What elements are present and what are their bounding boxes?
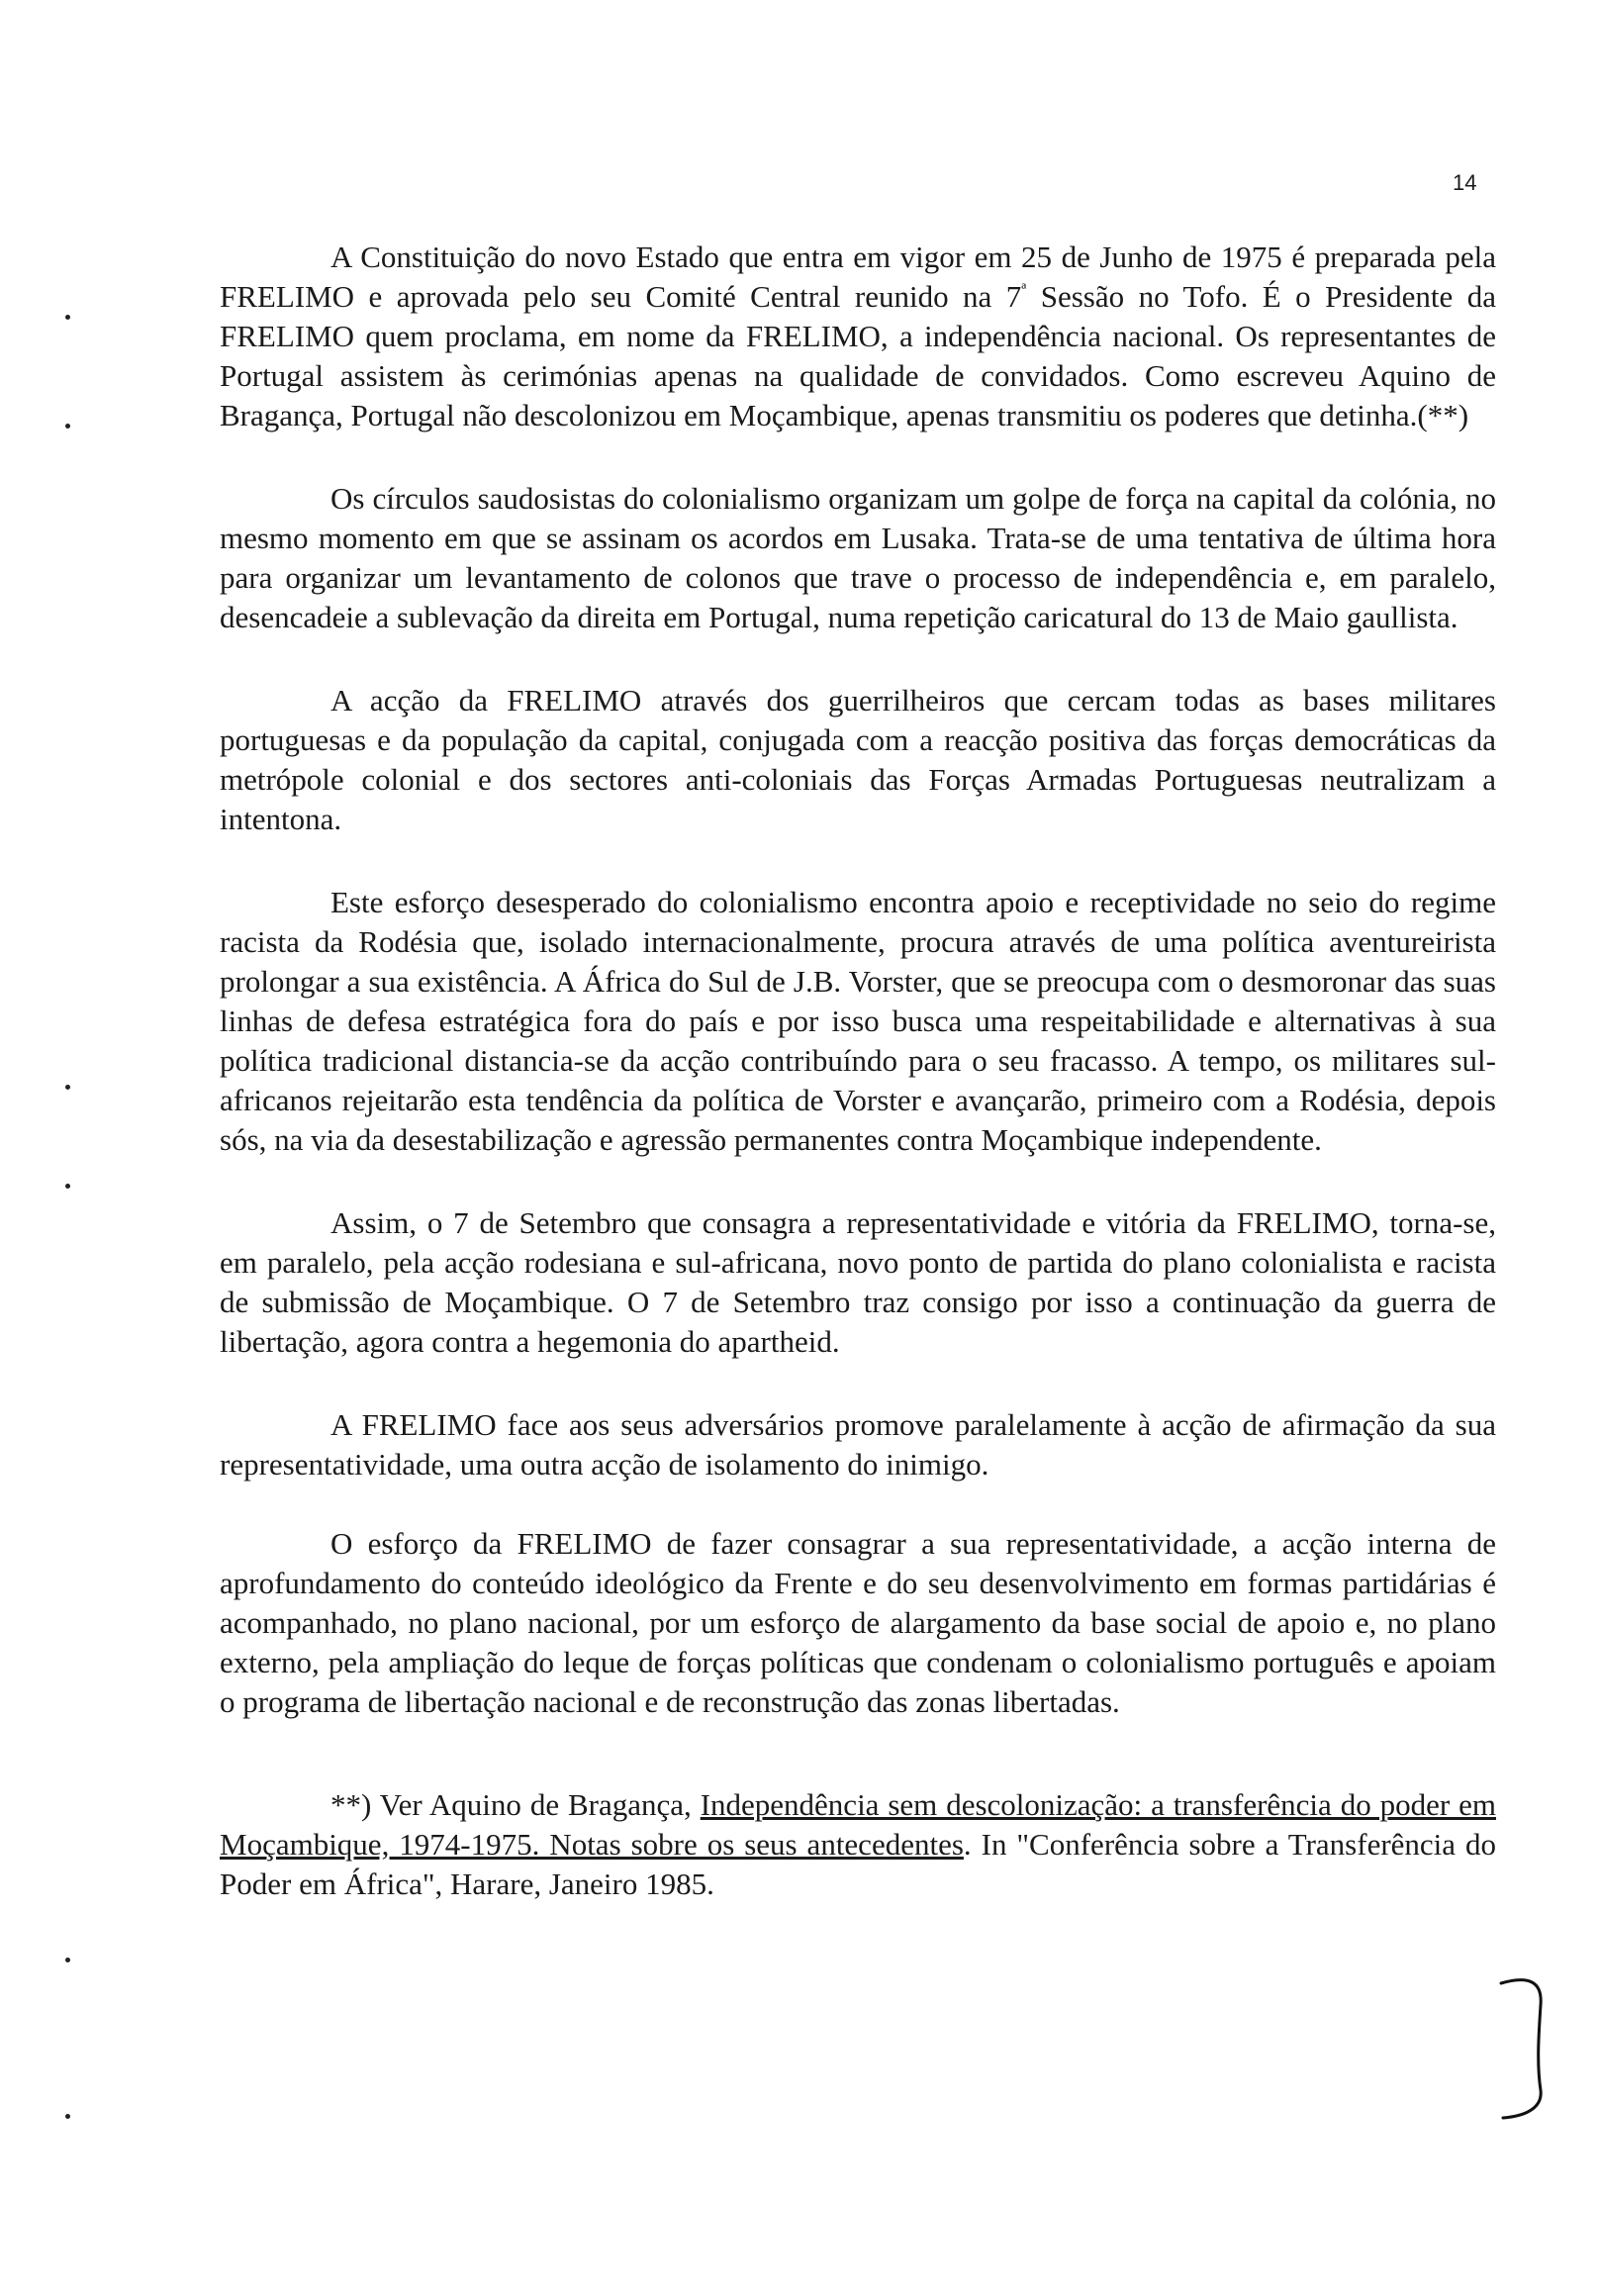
footnote: **) Ver Aquino de Bragança, Independência sem descolonização: a transferência do poder em Moçambique, 1974-1975. Notas sobre os seus antecedentes. In "Conferência sobre a Transferência do Poder em África", Harare, Janeiro 1985. — [220, 1787, 1496, 1901]
footnote-source: In "Conferência sobre a Transferência do Poder em África", Harare, Janeiro 1985. — [220, 1827, 1496, 1901]
margin-mark — [65, 1184, 70, 1189]
paragraph-5: Assim, o 7 de Setembro que consagra a representatividade e vitória da FRELIMO, torna-se, em paralelo, pela acção rodesiana e sul-africana, novo ponto de partida do plano colonialista e racista de submissão de Moçambique. O 7 de Setembro traz consigo por isso a continuação da guerra de libertação, agora contra a hegemonia do apartheid. — [220, 1205, 1496, 1359]
margin-mark — [65, 2114, 70, 2119]
document-body — [220, 238, 1496, 1948]
margin-mark — [65, 315, 70, 320]
margin-mark — [65, 424, 70, 429]
handwritten-bracket-mark — [1499, 1975, 1558, 2122]
margin-mark — [65, 1085, 70, 1090]
paragraph-7: O esforço da FRELIMO de fazer consagrar a sua representatividade, a acção interna de aprofundamento do conteúdo ideológico da Frente e do seu desenvolvimento em formas partidárias é acompanhado, no plano nacional, por um esforço de alargamento da base social de apoio e, no plano externo, pela ampliação do leque de forças políticas que condenam o colonialismo português e apoiam o programa de libertação nacional e de reconstrução das zonas libertadas. — [220, 1526, 1496, 1719]
page-number: 14 — [1453, 170, 1477, 195]
paragraph-6: A FRELIMO face aos seus adversários promove paralelamente à acção de afirmação da sua representatividade, uma outra acção de isolamento do inimigo. — [220, 1407, 1496, 1482]
paragraph-1: A Constituição do novo Estado que entra em vigor em 25 de Junho de 1975 é preparada pela FRELIMO e aprovada pelo seu Comité Central reunido na $7^ª$ Sessão no Tofo. É o Presidente da FRELIMO quem proclama, em nome da FRELIMO, a independência nacional. Os representantes de Portugal assistem às cerimónias apenas na qualidade de convidados. Como escreveu Aquino de Bragança, Portugal não descolonizou em Moçambique, apenas transmitiu os poderes que detinha.(**) — [220, 239, 1497, 432]
paragraph-4: Este esforço desesperado do colonialismo encontra apoio e receptividade no seio do regime racista da Rodésia que, isolado internacionalmente, procura através de uma política aventureirista prolongar a sua existência. A África do Sul de J.B. Vorster, que se preocupa com o desmoronar das suas linhas de defesa estratégica fora do país e por isso busca uma respeitabilidade e alternativas à sua política tradicional distancia-se da acção contribuíndo para o seu fracasso. A tempo, os militares sul-africanos rejeitarão esta tendência da política de Vorster e avançarão, primeiro com a Rodésia, depois sós, na via da desestabilização e agressão permanentes contra Moçambique independente. — [220, 885, 1496, 1157]
margin-mark — [65, 1958, 70, 1962]
paragraph-2: Os círculos saudosistas do colonialismo organizam um golpe de força na capital da colónia, no mesmo momento em que se assinam os acordos em Lusaka. Trata-se de uma tentativa de última hora para organizar um levantamento de colonos que trave o processo de independência e, em paralelo, desencadeie a sublevação da direita em Portugal, numa repetição caricatural do 13 de Maio gaullista. — [220, 481, 1496, 634]
footnote-title: Independência sem descolonização: a transferência do poder em Moçambique, 1974-1975. Notas sobre os seus antecedentes — [220, 1787, 1496, 1862]
paragraph-3: A acção da FRELIMO através dos guerrilheiros que cercam todas as bases militares portuguesas e da população da capital, conjugada com a reacção positiva das forças democráticas da metrópole colonial e dos sectores anti-coloniais das Forças Armadas Portuguesas neutralizam a intentona. — [220, 683, 1496, 836]
footnote-marker: **) Ver Aquino de Bragança, — [330, 1787, 701, 1822]
